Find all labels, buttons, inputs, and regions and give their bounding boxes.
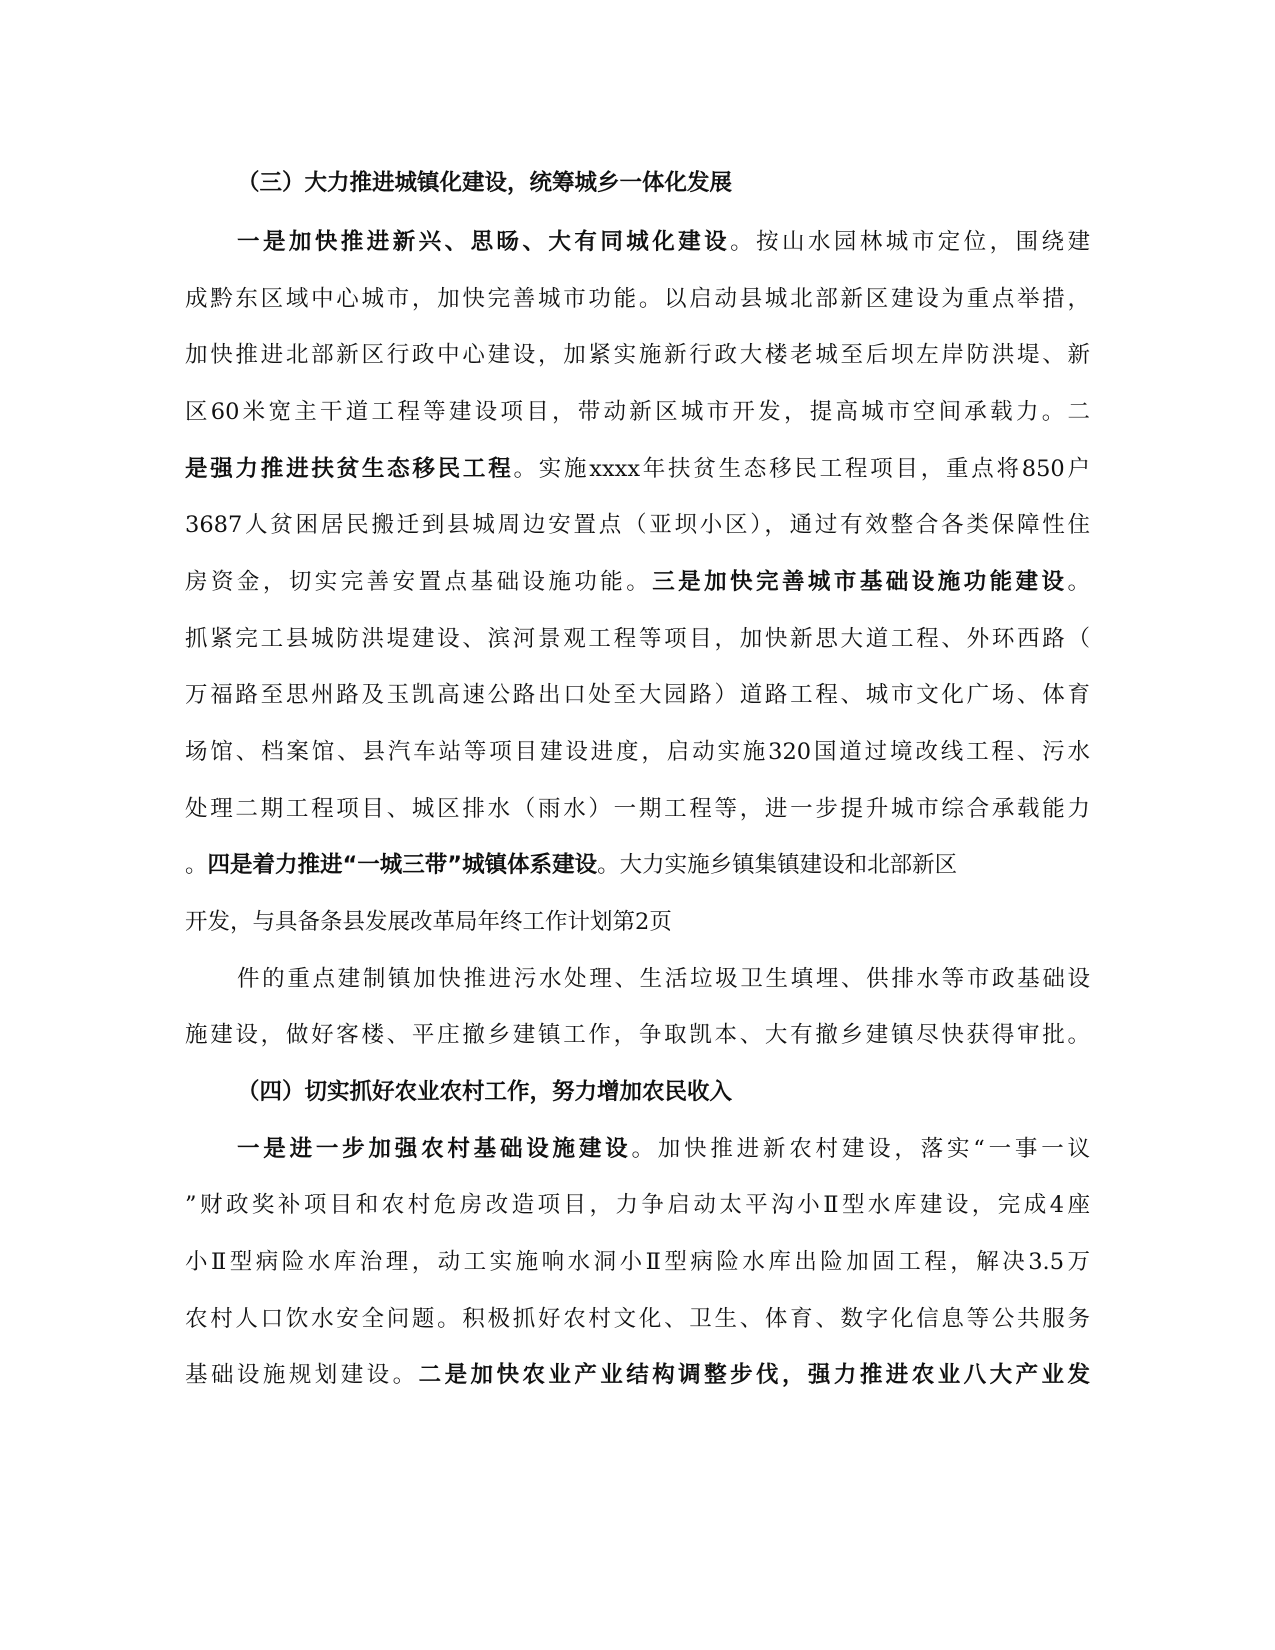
paragraph-line: 施建设，做好客楼、平庄撤乡建镇工作，争取凯本、大有撤乡建镇尽快获得审批。 — [185, 1022, 1090, 1048]
paragraph-line: 万福路至思州路及玉凯高速公路出口处至大园路）道路工程、城市文化广场、体育 — [185, 682, 1090, 708]
line-text: 基础设施规划建设。 — [185, 1362, 419, 1388]
paragraph-line — [185, 848, 1090, 882]
line-text: 。 — [1067, 569, 1090, 595]
bold-lead-phrase: 四是着力推进“一城三带”城镇体系建设 — [207, 852, 598, 878]
section-heading-3: （三）大力推进城镇化建设，统筹城乡一体化发展 — [237, 170, 733, 196]
line-text: 。大力实施乡镇集镇建设和北部新区 — [597, 852, 958, 878]
paragraph-line: ”财政奖补项目和农村危房改造项目，力争启动太平沟小Ⅱ型水库建设，完成4座 — [185, 1192, 1090, 1218]
paragraph-line — [237, 1132, 1090, 1166]
paragraph-line: 件的重点建制镇加快推进污水处理、生活垃圾卫生填埋、供排水等市政基础设 — [237, 966, 1090, 992]
section-heading-4: （四）切实抓好农业农村工作，努力增加农民收入 — [237, 1079, 733, 1105]
paragraph-line — [185, 565, 1090, 599]
line-text: 房资金，切实完善安置点基础设施功能。 — [185, 569, 653, 595]
paragraph-line — [237, 225, 1090, 259]
bold-lead-phrase: 是强力推进扶贫生态移民工程 — [185, 456, 514, 482]
bold-lead-phrase: 三是加快完善城市基础设施功能建设 — [652, 569, 1068, 595]
bold-lead-phrase: 一是进一步加强农村基础设施建设 — [237, 1136, 632, 1162]
line-text: 。按山水园林城市定位，围绕建 — [730, 229, 1090, 255]
paragraph-line: 区60米宽主干道工程等建设项目，带动新区城市开发，提高城市空间承载力。二 — [185, 399, 1090, 425]
paragraph-line — [185, 1358, 1090, 1392]
paragraph-line: 加快推进北部新区行政中心建设，加紧实施新行政大楼老城至后坝左岸防洪堤、新 — [185, 342, 1090, 368]
paragraph-line: 成黔东区域中心城市，加快完善城市功能。以启动县城北部新区建设为重点举措， — [185, 286, 1090, 312]
paragraph-line: 小Ⅱ型病险水库治理，动工实施响水洞小Ⅱ型病险水库出险加固工程，解决3.5万 — [185, 1249, 1090, 1275]
paragraph-line: 处理二期工程项目、城区排水（雨水）一期工程等，进一步提升城市综合承载能力 — [185, 796, 1090, 822]
line-text: 。 — [185, 852, 208, 878]
paragraph-line: 农村人口饮水安全问题。积极抓好农村文化、卫生、体育、数字化信息等公共服务 — [185, 1306, 1090, 1332]
paragraph-line: 3687人贫困居民搬迁到县城周边安置点（亚坝小区），通过有效整合各类保障性住 — [185, 512, 1090, 538]
line-text: 。加快推进新农村建设，落实“一事一议 — [631, 1136, 1090, 1162]
paragraph-line-page-marker: 开发，与具备条县发展改革局年终工作计划第2页 — [185, 909, 672, 935]
paragraph-line: 抓紧完工县城防洪堤建设、滨河景观工程等项目，加快新思大道工程、外环西路（ — [185, 626, 1090, 652]
line-text: 。实施xxxx年扶贫生态移民工程项目，重点将850户 — [513, 456, 1090, 482]
paragraph-line: 场馆、档案馆、县汽车站等项目建设进度，启动实施320国道过境改线工程、污水 — [185, 739, 1090, 765]
bold-lead-phrase: 一是加快推进新兴、思旸、大有同城化建设 — [237, 229, 731, 255]
bold-lead-phrase: 二是加快农业产业结构调整步伐，强力推进农业八大产业发 — [418, 1362, 1090, 1388]
paragraph-line — [185, 452, 1090, 486]
